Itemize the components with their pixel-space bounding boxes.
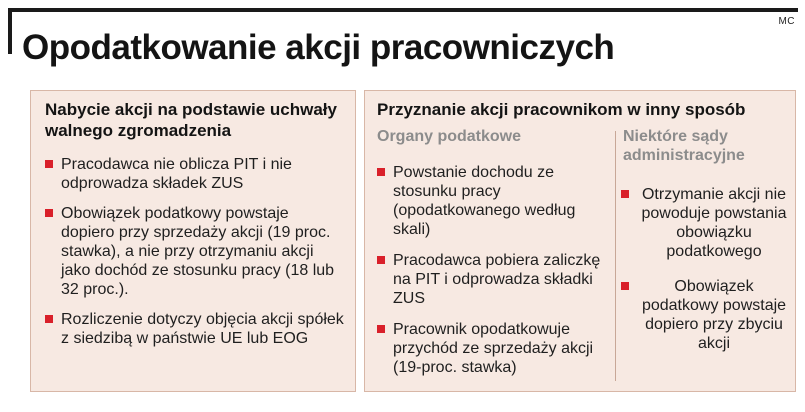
list-item (377, 251, 605, 308)
list-item-text: Obowiązek podatkowy powstaje dopiero przy sprzedaży akcji (19 proc. stawka), a nie przy otrzymaniu akcji jako dochód ze stosunku pracy (18 lub 32 proc.). (61, 205, 335, 298)
list-item (621, 185, 791, 261)
red-square-bullet-icon (377, 325, 385, 333)
frame-left-rule (8, 8, 12, 54)
list-item-text: Powstanie dochodu ze stosunku pracy (opodatkowanego według skali) (393, 164, 576, 238)
right-panel (364, 90, 796, 392)
red-square-bullet-icon (377, 168, 385, 176)
list-item (45, 204, 345, 299)
list-item-text: Otrzymanie akcji nie powoduje powstania obowiązku podatkowego (641, 186, 787, 260)
red-square-bullet-icon (377, 256, 385, 264)
left-panel-list (45, 155, 345, 348)
page-title: Opodatkowanie akcji pracowniczych (22, 28, 615, 67)
list-item (377, 163, 605, 239)
left-panel (30, 90, 356, 392)
list-item (621, 277, 791, 353)
list-item-text: Pracownik opodatkowuje przychód ze sprzedaży akcji (19-proc. stawka) (393, 321, 594, 376)
list-item (45, 310, 345, 348)
administrative-courts-list (621, 185, 791, 353)
list-item (377, 320, 605, 377)
red-square-bullet-icon (45, 209, 53, 217)
administrative-courts-heading: Niektóre sądy administracyjne (623, 128, 745, 164)
list-item-text: Pracodawca nie oblicza PIT i nie odprowadza składek ZUS (61, 156, 292, 192)
author-credit: MC (778, 16, 795, 27)
frame-top-rule (8, 8, 798, 12)
right-panel-heading: Przyznanie akcji pracownikom w inny sposób (377, 100, 746, 119)
red-square-bullet-icon (45, 160, 53, 168)
list-item-text: Pracodawca pobiera zaliczkę na PIT i odprowadza składki ZUS (393, 252, 601, 307)
red-square-bullet-icon (621, 190, 629, 198)
tax-authorities-list (377, 163, 605, 377)
left-panel-heading: Nabycie akcji na podstawie uchwały walnego zgromadzenia (45, 100, 337, 140)
red-square-bullet-icon (45, 315, 53, 323)
list-item (45, 155, 345, 193)
column-divider (615, 131, 616, 381)
tax-authorities-heading: Organy podatkowe (377, 128, 522, 145)
red-square-bullet-icon (621, 282, 629, 290)
list-item-text: Obowiązek podatkowy powstaje dopiero przy zbyciu akcji (641, 278, 787, 352)
list-item-text: Rozliczenie dotyczy objęcia akcji spółek z siedzibą w państwie UE lub EOG (61, 311, 344, 347)
